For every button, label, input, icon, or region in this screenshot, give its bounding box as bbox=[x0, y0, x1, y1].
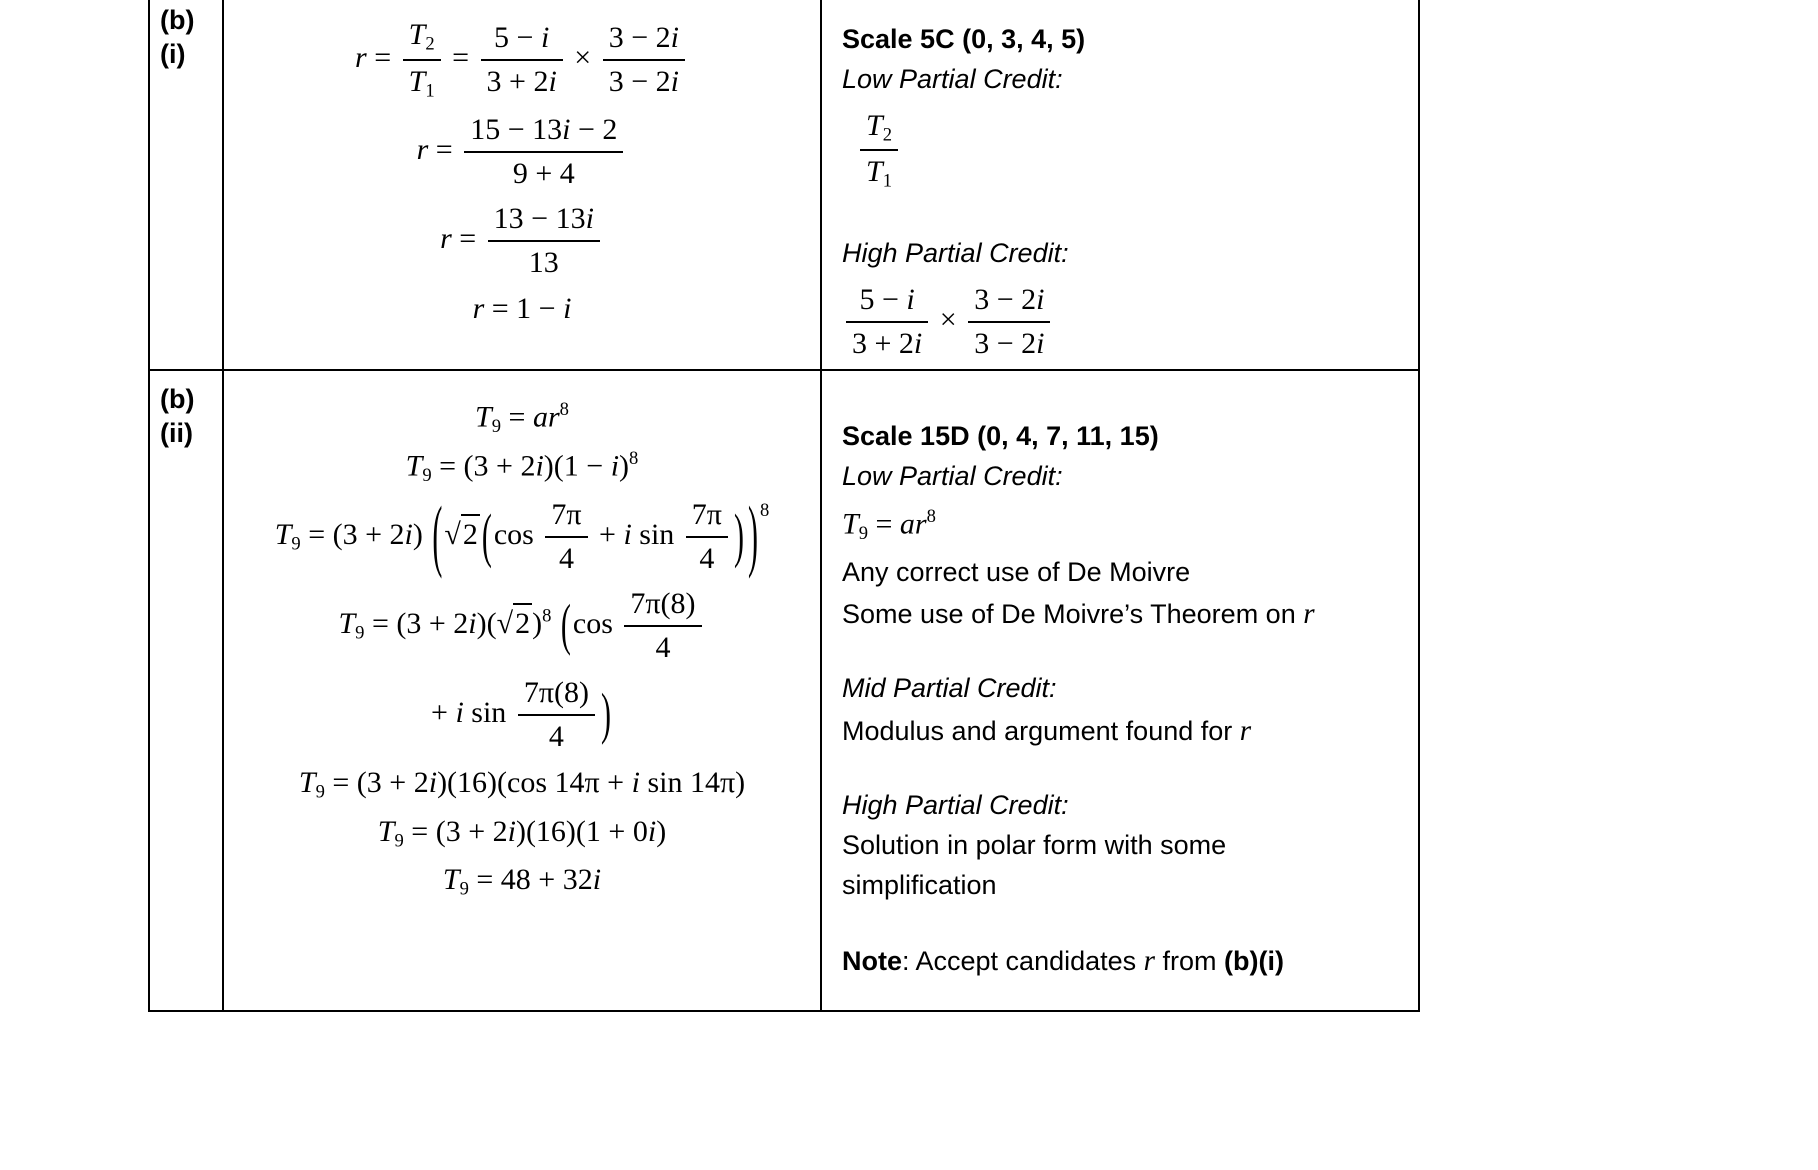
text-token: cos bbox=[493, 517, 542, 551]
text-token: = bbox=[366, 40, 399, 74]
text-token: (b)(i) bbox=[1224, 945, 1284, 976]
text-token: × bbox=[932, 302, 965, 336]
text-token: = bbox=[428, 132, 461, 166]
fraction bbox=[488, 201, 600, 281]
math-line bbox=[224, 861, 820, 901]
fraction bbox=[481, 20, 563, 100]
label-cell-b-ii bbox=[150, 371, 224, 1010]
note-line bbox=[842, 554, 1408, 591]
text-token: 7π bbox=[691, 497, 722, 531]
note-line bbox=[842, 867, 1408, 904]
text-token: i bbox=[428, 765, 438, 799]
text-token: 4 bbox=[558, 541, 574, 575]
text-token: r bbox=[1303, 598, 1315, 631]
text-token: 5 − bbox=[494, 20, 541, 54]
text-token bbox=[551, 607, 559, 640]
text-token: Any correct use of De Moivre bbox=[842, 556, 1191, 587]
note-line bbox=[842, 594, 1408, 634]
subscript: 9 bbox=[459, 878, 469, 900]
text-token: − 2 bbox=[570, 112, 618, 146]
text-token: i bbox=[507, 814, 516, 848]
math-line bbox=[224, 398, 820, 438]
text-token: = (3 + 2 bbox=[364, 606, 469, 640]
text-token: Some use of De Moivre’s Theorem on bbox=[842, 599, 1304, 630]
spacer bbox=[842, 908, 1408, 938]
stretched-paren: ) bbox=[747, 491, 758, 581]
text-token: 3 − 2 bbox=[608, 20, 671, 54]
text-token: i bbox=[548, 64, 557, 98]
text-token: 13 bbox=[528, 245, 559, 279]
math-line bbox=[224, 201, 820, 281]
stretched-paren: ) bbox=[733, 503, 744, 570]
text-token: sin 14π) bbox=[639, 765, 746, 799]
notes-cell-b-ii bbox=[822, 371, 1418, 1010]
text-token: T bbox=[866, 108, 883, 142]
note-line bbox=[842, 61, 1408, 98]
text-token: + bbox=[591, 517, 624, 551]
math-line bbox=[224, 813, 820, 853]
text-token: = bbox=[451, 221, 484, 255]
text-token: )(1 − bbox=[543, 449, 611, 483]
text-token: = 1 − bbox=[484, 291, 564, 325]
text-token: )(16)(1 + 0 bbox=[515, 814, 648, 848]
text-token: i bbox=[455, 695, 464, 729]
subscript: 9 bbox=[291, 533, 301, 555]
work-cell-b-i bbox=[224, 0, 822, 371]
math-line bbox=[224, 290, 820, 328]
text-token: i bbox=[670, 20, 679, 54]
stretched-paren: ) bbox=[600, 682, 611, 746]
text-token: i bbox=[585, 201, 594, 235]
text-token: 7π(8) bbox=[523, 675, 589, 709]
text-token: = (3 + 2 bbox=[403, 814, 508, 848]
math-line bbox=[224, 586, 820, 666]
text-token: Mid Partial Credit: bbox=[842, 673, 1057, 704]
text-token: r bbox=[440, 221, 452, 255]
text-token: 3 + 2 bbox=[486, 64, 549, 98]
text-token: T bbox=[405, 449, 423, 483]
text-token: i bbox=[1036, 282, 1045, 316]
text-token: 3 − 2 bbox=[974, 282, 1037, 316]
text-token: Solution in polar form with some bbox=[842, 830, 1227, 861]
text-token: × bbox=[566, 40, 599, 74]
text-token: : Accept candidates bbox=[902, 945, 1144, 976]
part-label-i: (i) bbox=[160, 38, 186, 69]
subscript: 9 bbox=[422, 465, 432, 487]
subscript: 9 bbox=[394, 830, 404, 852]
text-token: Low Partial Credit: bbox=[842, 461, 1063, 492]
text-token: from bbox=[1155, 945, 1225, 976]
text-token: i bbox=[623, 517, 632, 551]
text-token: 4 bbox=[655, 630, 671, 664]
part-label-ii: (ii) bbox=[160, 417, 193, 448]
text-token: T bbox=[408, 18, 426, 51]
text-token: T bbox=[408, 64, 426, 98]
text-token: i bbox=[563, 291, 572, 325]
fraction bbox=[403, 17, 441, 103]
math-line bbox=[224, 447, 820, 487]
text-token: 3 + 2 bbox=[852, 326, 914, 360]
text-token: Modulus and argument found for bbox=[842, 715, 1240, 746]
text-token: T bbox=[338, 606, 356, 640]
math-line bbox=[856, 108, 1408, 194]
text-token: ) bbox=[412, 517, 431, 551]
text-token: i bbox=[468, 606, 477, 640]
fraction bbox=[686, 497, 728, 577]
subscript: 2 bbox=[882, 124, 892, 146]
note-line bbox=[842, 711, 1408, 751]
fraction bbox=[624, 586, 701, 666]
text-token: sin bbox=[463, 695, 514, 729]
text-token: 7π(8) bbox=[630, 586, 696, 620]
fraction bbox=[518, 675, 595, 755]
text-token: T bbox=[274, 517, 292, 551]
text-token: = (3 + 2 bbox=[300, 517, 405, 551]
text-token: = (3 + 2 bbox=[431, 449, 536, 483]
math-line bbox=[224, 112, 820, 192]
text-token: r bbox=[1143, 944, 1156, 977]
stretched-paren: ( bbox=[432, 491, 443, 581]
note-line bbox=[842, 458, 1408, 495]
superscript: 8 bbox=[559, 399, 569, 420]
math-line bbox=[842, 282, 1408, 362]
fraction bbox=[603, 20, 685, 100]
stretched-paren: ( bbox=[481, 503, 492, 570]
superscript: 8 bbox=[926, 505, 936, 527]
work-cell-b-ii bbox=[224, 371, 822, 1010]
part-label-b: (b) bbox=[160, 5, 195, 35]
text-token: ) bbox=[656, 814, 667, 848]
text-token: = bbox=[867, 507, 900, 541]
text-token: i bbox=[535, 449, 544, 483]
fraction bbox=[860, 108, 898, 194]
subscript: 9 bbox=[858, 522, 868, 544]
text-token: T bbox=[442, 863, 460, 897]
text-token: = (3 + 2 bbox=[324, 765, 429, 799]
text-token: r bbox=[416, 132, 429, 166]
text-token: T bbox=[842, 507, 859, 541]
math-line bbox=[224, 491, 820, 581]
spacer bbox=[842, 202, 1408, 232]
math-line bbox=[224, 17, 820, 103]
text-token: i bbox=[404, 517, 413, 551]
fraction bbox=[545, 497, 587, 577]
text-token: 13 − 13 bbox=[493, 201, 586, 235]
text-token: High Partial Credit: bbox=[842, 238, 1069, 269]
text-token: simplification bbox=[842, 870, 997, 901]
square-root: √2 bbox=[497, 607, 532, 640]
text-token: i bbox=[670, 64, 679, 98]
fraction bbox=[464, 112, 623, 192]
text-token: i bbox=[913, 326, 923, 360]
text-token: = 48 + 32 bbox=[468, 863, 593, 897]
fraction bbox=[968, 282, 1050, 362]
superscript: 8 bbox=[542, 605, 552, 627]
text-token: r bbox=[472, 291, 485, 325]
text-token: i bbox=[906, 282, 915, 316]
text-token: High Partial Credit: bbox=[842, 789, 1069, 820]
text-token: = bbox=[444, 40, 477, 74]
text-token: ar bbox=[899, 507, 927, 541]
subscript: 9 bbox=[491, 416, 502, 438]
text-token: T bbox=[377, 814, 395, 848]
text-token: i bbox=[647, 814, 657, 848]
text-token: = bbox=[501, 400, 533, 434]
subscript: 2 bbox=[425, 33, 435, 55]
text-token: T bbox=[475, 400, 492, 434]
subscript: 1 bbox=[882, 170, 892, 192]
text-token: sin bbox=[631, 517, 682, 551]
text-token: cos bbox=[572, 606, 621, 640]
text-token: Note bbox=[842, 945, 902, 976]
text-token: 4 bbox=[699, 541, 715, 575]
text-token: Scale 15D (0, 4, 7, 11, 15) bbox=[842, 421, 1159, 451]
math-line bbox=[224, 764, 820, 804]
text-token: 3 − 2 bbox=[608, 64, 671, 98]
text-token: r bbox=[355, 40, 367, 74]
text-token: i bbox=[562, 112, 571, 146]
text-token: ) bbox=[532, 606, 543, 640]
text-token: ) bbox=[619, 449, 630, 483]
spacer bbox=[842, 754, 1408, 784]
math-line bbox=[842, 505, 1408, 545]
square-root: √2 bbox=[444, 518, 479, 551]
label-cell-b-i bbox=[150, 0, 224, 371]
stretched-paren: ( bbox=[560, 593, 571, 657]
subscript: 9 bbox=[355, 622, 365, 644]
text-token: i bbox=[540, 20, 550, 54]
text-token: T bbox=[866, 155, 883, 189]
text-token: 9 + 4 bbox=[512, 156, 575, 190]
text-token: )( bbox=[476, 606, 497, 640]
subscript: 1 bbox=[425, 80, 435, 102]
marking-scheme-table bbox=[148, 0, 1420, 1012]
text-token: 7π bbox=[551, 497, 582, 531]
note-line bbox=[842, 235, 1408, 272]
text-token: r bbox=[1239, 714, 1252, 747]
note-line bbox=[842, 670, 1408, 707]
note-line bbox=[842, 827, 1408, 864]
text-token: 4 bbox=[548, 719, 564, 753]
text-token: i bbox=[1036, 326, 1045, 360]
text-token: i bbox=[610, 449, 620, 483]
math-line bbox=[224, 675, 820, 755]
text-token: 3 − 2 bbox=[974, 326, 1037, 360]
superscript: 8 bbox=[629, 448, 639, 470]
fraction bbox=[846, 282, 928, 362]
text-token: ar bbox=[532, 400, 560, 434]
superscript: 8 bbox=[759, 499, 770, 521]
note-line bbox=[842, 787, 1408, 824]
notes-cell-b-i bbox=[822, 0, 1418, 371]
text-token: + bbox=[431, 695, 456, 729]
spacer bbox=[842, 637, 1408, 667]
text-token: 5 − bbox=[859, 282, 907, 316]
text-token: )(16)(cos 14π + bbox=[437, 765, 632, 799]
note-line bbox=[842, 21, 1408, 58]
note-line bbox=[842, 418, 1408, 455]
text-token: 15 − 13 bbox=[470, 112, 563, 146]
text-token: Scale 5C (0, 3, 4, 5) bbox=[842, 24, 1086, 54]
part-label-b: (b) bbox=[160, 384, 195, 414]
text-token: i bbox=[592, 863, 602, 897]
text-token: i bbox=[631, 765, 640, 799]
text-token: Low Partial Credit: bbox=[842, 64, 1063, 95]
text-token: T bbox=[298, 765, 316, 799]
note-line bbox=[842, 941, 1408, 981]
subscript: 9 bbox=[315, 781, 325, 803]
